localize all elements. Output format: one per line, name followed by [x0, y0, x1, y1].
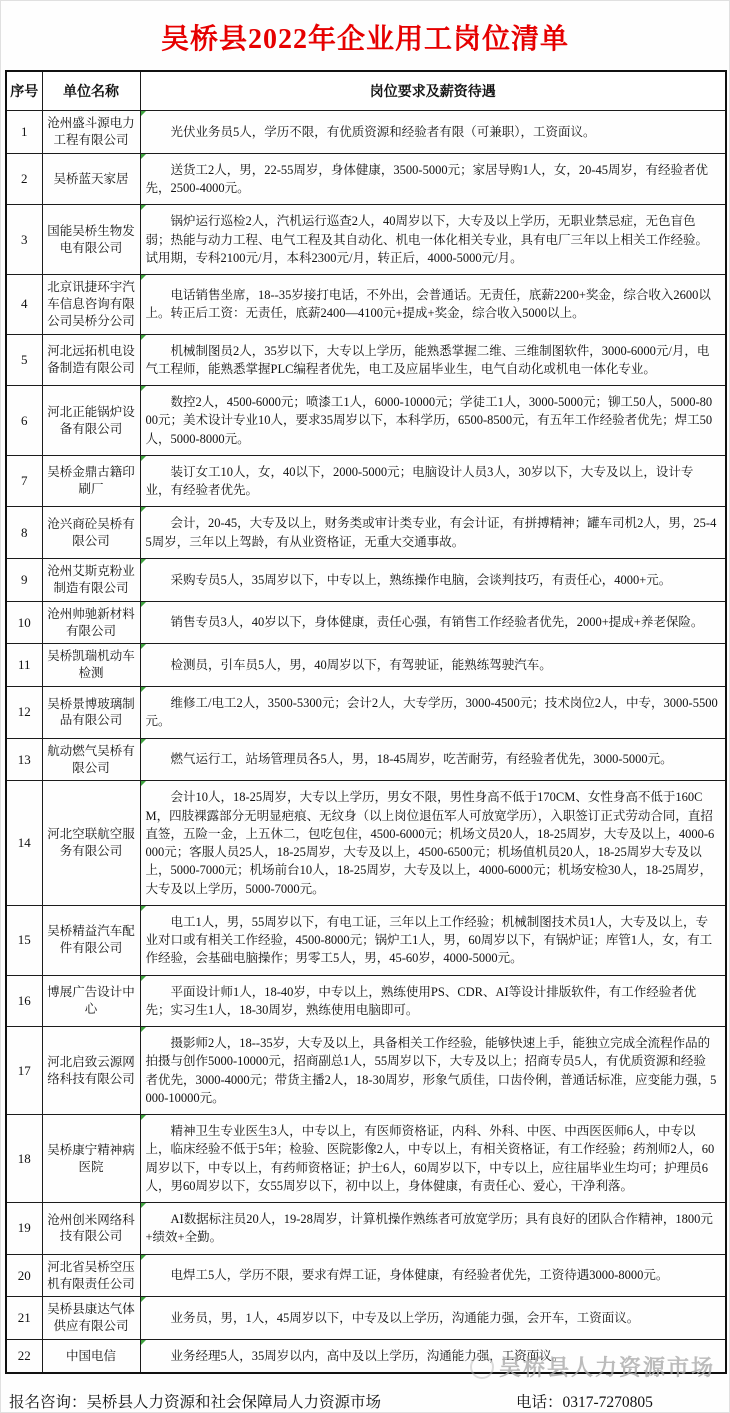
table-row: [6, 205, 726, 275]
row-index-cell: 19: [6, 1203, 42, 1255]
watermark-text: 吴桥县人力资源市场: [498, 1355, 715, 1381]
row-requirements-cell: 送货工2人，男，22-55周岁，身体健康，3500-5000元；家居导购1人，女，20-45周岁，有经验者优先，2500-4000元。: [140, 153, 726, 205]
header-row: [6, 71, 726, 111]
table-row: [6, 275, 726, 335]
row-requirements-cell: 采购专员5人，35周岁以下，中专以上，熟练操作电脑，会谈判技巧，有责任心，4000+元。: [140, 558, 726, 601]
row-index-cell: 12: [6, 687, 42, 739]
row-company-cell: 沧州帅驰新材料有限公司: [42, 601, 140, 644]
row-index-cell: 10: [6, 601, 42, 644]
row-index-cell: 22: [6, 1340, 42, 1374]
row-company-cell: 吴桥凯瑞机动车检测: [42, 644, 140, 687]
header-company: 单位名称: [42, 71, 140, 111]
header-requirements: 岗位要求及薪资待遇: [140, 71, 726, 111]
table-row: [6, 558, 726, 601]
row-company-cell: 吴桥蓝天家居: [42, 153, 140, 205]
row-requirements-cell: 销售专员3人，40岁以下，身体健康，责任心强，有销售工作经验者优先，2000+提成+养老保险。: [140, 601, 726, 644]
row-index-cell: 17: [6, 1027, 42, 1115]
row-company-cell: 吴桥精益汽车配件有限公司: [42, 905, 140, 975]
row-company-cell: 河北启致云源网络科技有限公司: [42, 1027, 140, 1115]
table-row: [6, 334, 726, 386]
row-company-cell: 沧兴商砼吴桥有限公司: [42, 507, 140, 559]
row-requirements-cell: 平面设计师1人，18-40岁，中专以上，熟练使用PS、CDR、AI等设计排版软件，有工作经验者优先；实习生1人，18-30周岁，熟练使用电脑即可。: [140, 975, 726, 1027]
row-index-cell: 16: [6, 975, 42, 1027]
row-requirements-cell: 摄影师2人，18--35岁，大专及以上，具备相关工作经验，能够快速上手，能独立完成全流程作品的拍摄与创作5000-10000元，招商副总1人，55周岁以下，大专及以上；招商专员5人，有优质资源和经验者优先，3000-4000元；带货主播2人，18-30周岁，形象气质佳，口齿伶俐，普通话标准，应变能力强，5000-10000元。: [140, 1027, 726, 1115]
row-company-cell: 沧州艾斯克粉业制造有限公司: [42, 558, 140, 601]
row-index-cell: 8: [6, 507, 42, 559]
row-company-cell: 河北省吴桥空压机有限责任公司: [42, 1254, 140, 1297]
table-row: [6, 687, 726, 739]
table-row: [6, 738, 726, 781]
row-requirements-cell: 光伏业务员5人，学历不限，有优质资源和经验者有限（可兼职），工资面议。: [140, 111, 726, 154]
row-index-cell: 18: [6, 1115, 42, 1203]
table-row: [6, 153, 726, 205]
row-requirements-cell: AI数据标注员20人，19-28周岁，计算机操作熟练者可放宽学历；具有良好的团队合作精神，1800元+绩效+全勤。: [140, 1203, 726, 1255]
row-index-cell: 9: [6, 558, 42, 601]
table-row: [6, 111, 726, 154]
row-index-cell: 7: [6, 455, 42, 507]
row-requirements-cell: 装订女工10人，女，40以下，2000-5000元；电脑设计人员3人，30岁以下，大专及以上，设计专业，有经验者优先。: [140, 455, 726, 507]
row-requirements-cell: 燃气运行工，站场管理员各5人，男，18-45周岁，吃苦耐劳，有经验者优先，3000-5000元。: [140, 738, 726, 781]
row-index-cell: 15: [6, 905, 42, 975]
row-index-cell: 20: [6, 1254, 42, 1297]
row-index-cell: 5: [6, 334, 42, 386]
row-index-cell: 11: [6, 644, 42, 687]
row-company-cell: 沧州创米网络科技有限公司: [42, 1203, 140, 1255]
page-title: 吴桥县2022年企业用工岗位清单: [160, 24, 569, 55]
table-row: [6, 1027, 726, 1115]
footer: [9, 1390, 723, 1412]
row-index-cell: 21: [6, 1297, 42, 1340]
row-requirements-cell: 维修工/电工2人，3500-5300元；会计2人，大专学历，3000-4500元；技术岗位2人，中专，3000-5500元。: [140, 687, 726, 739]
row-requirements-cell: 精神卫生专业医生3人，中专以上，有医师资格证，内科、外科、中医、中西医医师6人，中专以上，临床经验不低于5年；检验、医院影像2人，中专以上，有相关资格证，有工作经验；药剂师2人，60周岁以下，中专以上，有药师资格证；护士6人，60周岁以下，中专以上，应往届毕业生均可；护理员6人，男60周岁以下，女55周岁以下，初中以上，身体健康，有责任心、爱心，干净利落。: [140, 1115, 726, 1203]
row-company-cell: 吴桥景博玻璃制品有限公司: [42, 687, 140, 739]
row-company-cell: 吴桥康宁精神病医院: [42, 1115, 140, 1203]
table-row: [6, 507, 726, 559]
table-row: [6, 1297, 726, 1340]
row-company-cell: 航动燃气吴桥有限公司: [42, 738, 140, 781]
footer-phone-text: 电话：0317-7270805: [516, 1394, 653, 1412]
table-row: [6, 601, 726, 644]
row-index-cell: 2: [6, 153, 42, 205]
header-index: 序号: [6, 71, 42, 111]
row-index-cell: 1: [6, 111, 42, 154]
row-company-cell: 河北远拓机电设备制造有限公司: [42, 334, 140, 386]
row-requirements-cell: 机械制图员2人，35岁以下，大专以上学历，能熟悉掌握二维、三维制图软件，3000-6000元/月，电气工程师，能熟悉掌握PLC编程者优先，电工及应届毕业生，电气自动化或机电一体化专业。: [140, 334, 726, 386]
row-requirements-cell: 会计，20-45，大专及以上，财务类或审计类专业，有会计证，有拼搏精神；罐车司机2人，男，25-45周岁，三年以上驾龄，有从业资格证，无重大交通事故。: [140, 507, 726, 559]
row-company-cell: 河北空联航空服务有限公司: [42, 781, 140, 906]
row-requirements-cell: 业务员，男，1人，45周岁以下，中专及以上学历，沟通能力强，会开车，工资面议。: [140, 1297, 726, 1340]
table-row: [6, 975, 726, 1027]
row-requirements-cell: 电工1人，男，55周岁以下，有电工证，三年以上工作经验；机械制图技术员1人，大专及以上，专业对口或有相关工作经验，4500-8000元；锅炉工1人，男，60周岁以下，有锅炉证；库管1人，女，有工作经验，会基础电脑操作；男零工5人，男，45-60岁，4000-5000元。: [140, 905, 726, 975]
row-company-cell: 北京讯捷环宇汽车信息咨询有限公司吴桥分公司: [42, 275, 140, 335]
row-company-cell: 吴桥金鼎古籍印刷厂: [42, 455, 140, 507]
job-table: [5, 70, 727, 1374]
row-company-cell: 博展广告设计中心: [42, 975, 140, 1027]
table-row: [6, 644, 726, 687]
row-company-cell: 沧州盛斗源电力工程有限公司: [42, 111, 140, 154]
row-company-cell: 吴桥县康达气体供应有限公司: [42, 1297, 140, 1340]
row-company-cell: 河北正能锅炉设备有限公司: [42, 386, 140, 456]
footer-consult-text: 报名咨询：吴桥县人力资源和社会保障局人力资源市场: [9, 1394, 382, 1412]
row-requirements-cell: 数控2人，4500-6000元；喷漆工1人，6000-10000元；学徒工1人，3000-5000元；铆工50人，5000-8000元；美术设计专业10人，要求35周岁以下，本科学历，6500-8500元，有五年工作经验者优先；焊工50人，5000-8000元。: [140, 386, 726, 456]
table-row: [6, 781, 726, 906]
row-company-cell: 国能吴桥生物发电有限公司: [42, 205, 140, 275]
row-index-cell: 6: [6, 386, 42, 456]
row-index-cell: 13: [6, 738, 42, 781]
table-row: [6, 386, 726, 456]
row-company-cell: 中国电信: [42, 1340, 140, 1374]
table-row: [6, 455, 726, 507]
row-requirements-cell: 锅炉运行巡检2人，汽机运行巡查2人，40周岁以下，大专及以上学历，无职业禁忌症，无色盲色弱；热能与动力工程、电气工程及其自动化、机电一体化相关专业，具有电厂三年以上相关工作经验。试用期，专科2100元/月，本科2300元/月，转正后，4000-5000元/月。: [140, 205, 726, 275]
table-row: [6, 1254, 726, 1297]
row-requirements-cell: 电话销售坐席，18--35岁接打电话，不外出，会普通话。无责任，底薪2200+奖金，综合收入2600以上。转正后工资：无责任，底薪2400—4100元+提成+奖金，综合收入5000以上。: [140, 275, 726, 335]
table-body: [6, 111, 726, 1374]
row-index-cell: 4: [6, 275, 42, 335]
row-requirements-cell: 业务经理5人，35周岁以内，高中及以上学历，沟通能力强，工资面议。: [140, 1340, 726, 1374]
row-index-cell: 3: [6, 205, 42, 275]
row-index-cell: 14: [6, 781, 42, 906]
row-requirements-cell: 电焊工5人，学历不限，要求有焊工证，身体健康，有经验者优先，工资待遇3000-8000元。: [140, 1254, 726, 1297]
table-row: [6, 1340, 726, 1374]
row-requirements-cell: 会计10人，18-25周岁，大专以上学历，男女不限，男性身高不低于170CM、女性身高不低于160CM，四肢裸露部分无明显疤痕、无纹身（以上岗位退伍军人可放宽学历），入职签订正式劳动合同，直招直签，五险一金，上五休二，包吃包住，4500-6000元；机场文员20人，18-25周岁，大专及以上，4000-6000元；客服人员25人，18-25周岁，大专及以上，4500-6500元；机场值机员20人，18-25周岁大专及以上，5000-7000元；机场前台10人，18-25周岁，大专及以上，4000-6000元；机场安检30人，18-25周岁，大专及以上学历，5000-7000元。: [140, 781, 726, 906]
table-row: [6, 905, 726, 975]
table-row: [6, 1115, 726, 1203]
row-requirements-cell: 检测员，引车员5人，男，40周岁以下，有驾驶证，能熟练驾驶汽车。: [140, 644, 726, 687]
table-row: [6, 1203, 726, 1255]
